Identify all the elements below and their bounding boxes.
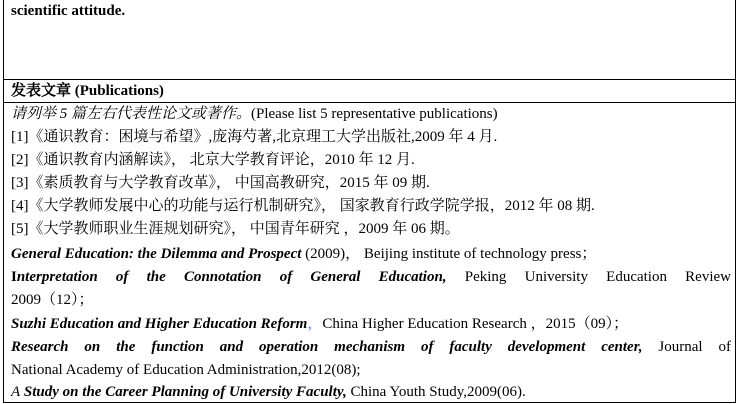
instruction-cn: 请列举 5 篇左右代表性论文或著作。 — [11, 106, 252, 122]
english-publication-5 — [11, 381, 526, 403]
instruction-en: (Please list 5 representative publications) — [251, 106, 498, 122]
english-publication-3 — [11, 313, 628, 335]
chinese-publication-4: [4]《大学教师发展中心的功能与运行机制研究》， 国家教育行政学院学报，2012 年 08 期. — [11, 198, 595, 214]
publications-heading: 发表文章 (Publications) — [11, 83, 164, 99]
chinese-publication-1: [1]《通识教育：困境与希望》,庞海芍著,北京理工大学出版社,2009 年 4 月. — [11, 129, 498, 145]
publication-details: (2009)， Beijing institute of technology press； — [301, 246, 597, 262]
publication-title-initial: A — [11, 384, 21, 400]
publication-title: Study on the Career Planning of University Faculty, — [20, 384, 347, 400]
english-publication-2 — [11, 266, 731, 288]
attitude-text: scientific attitude. — [11, 3, 126, 19]
publication-title: Suzhi Education and Higher Education Reform — [11, 316, 308, 332]
instruction-line — [11, 103, 498, 125]
publication-title: Research on the function and operation mechanism of faculty development center, — [11, 339, 643, 355]
publication-details: Journal of — [642, 339, 731, 355]
english-publication-1 — [11, 243, 596, 265]
chinese-publication-2: [2]《通识教育内涵解读》， 北京大学教育评论，2010 年 12 月. — [11, 152, 415, 168]
publication-title-initial: I — [11, 269, 17, 285]
publication-title: General Education: the Dilemma and Prospect — [11, 246, 302, 262]
publication-separator: ， — [307, 316, 323, 332]
publication-details: Peking University Education Review — [446, 269, 731, 285]
english-publication-4 — [11, 336, 731, 358]
english-publication-4-cont: National Academy of Education Administration,2012(08); — [11, 362, 361, 378]
publication-details: China Higher Education Research ，2015（09）； — [322, 316, 629, 332]
english-publication-2-cont: 2009（12）； — [11, 292, 94, 308]
publication-details: China Youth Study,2009(06). — [346, 384, 526, 400]
chinese-publication-3: [3]《素质教育与大学教育改革》， 中国高教研究，2015 年 09 期. — [11, 175, 430, 191]
publication-title: nterpretation of the Connotation of General Education, — [16, 269, 447, 285]
chinese-publication-5: [5]《大学教师职业生涯规划研究》， 中国青年研究 ，2009 年 06 期。 — [11, 221, 460, 237]
